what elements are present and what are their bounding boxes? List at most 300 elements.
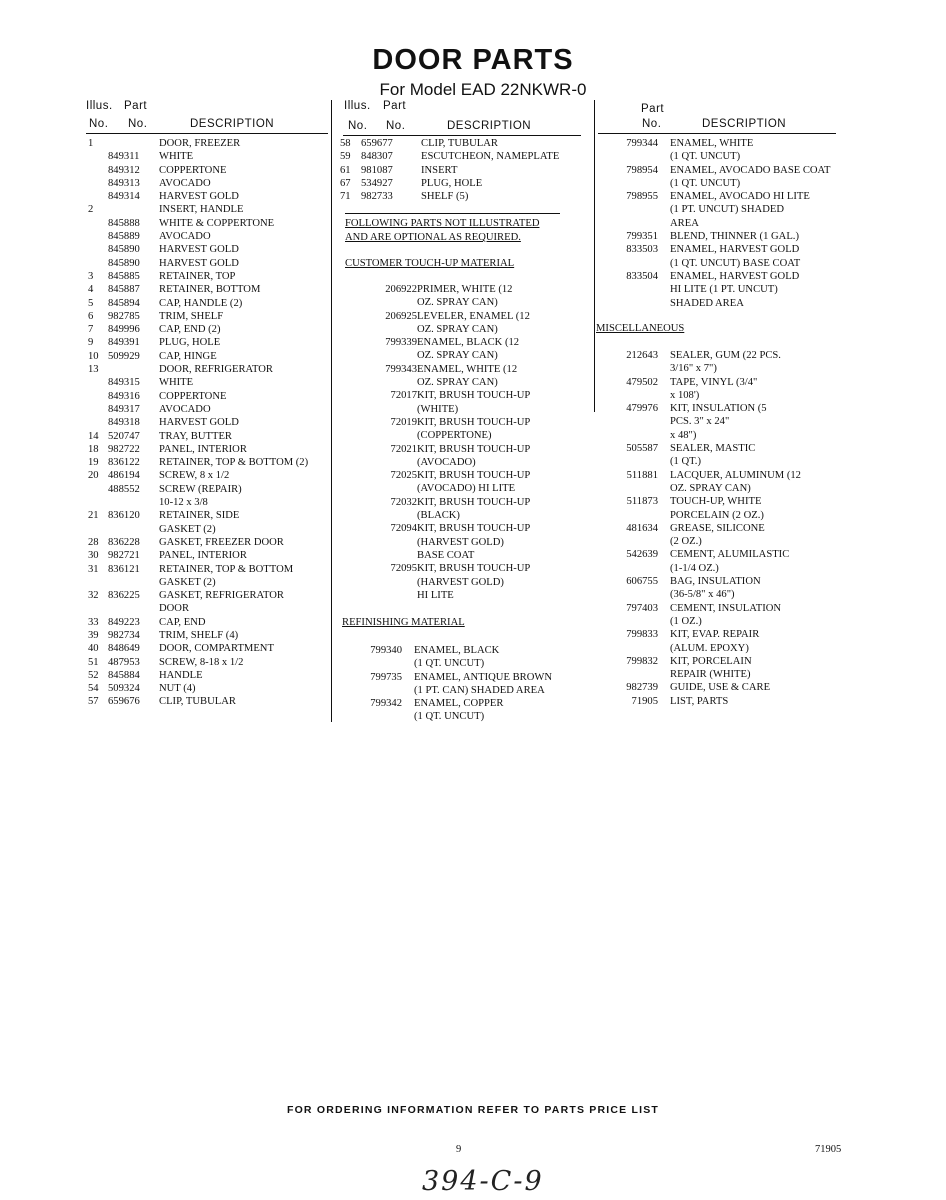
part-no: 849313 (108, 177, 140, 189)
description: CAP, HANDLE (2) (159, 297, 243, 309)
list-item (598, 509, 858, 522)
part-no: 659677 (361, 138, 393, 149)
part-no: 982739 (626, 682, 658, 694)
description: (1 QT. UNCUT) (670, 151, 741, 163)
list-item (344, 389, 589, 402)
description: HANDLE (159, 669, 203, 681)
illus-no: 57 (88, 696, 99, 708)
list-item (598, 522, 858, 535)
description: HI LITE (1 PT. UNCUT) (670, 284, 778, 296)
description: ENAMEL, BLACK (12 (417, 337, 520, 349)
description: WHITE (159, 151, 194, 163)
list-item (344, 443, 589, 456)
touchup-section-title: CUSTOMER TOUCH-UP MATERIAL (345, 258, 515, 269)
part-no: 606755 (626, 576, 658, 588)
description: (1 QT. UNCUT) (670, 177, 741, 189)
list-item (86, 416, 331, 429)
list-item (598, 628, 858, 641)
description: (BLACK) (417, 510, 460, 522)
list-item (86, 496, 331, 509)
description: KIT, INSULATION (5 (670, 403, 767, 415)
description: SCREW (REPAIR) (159, 483, 242, 495)
list-item (598, 283, 858, 296)
part-no: 486194 (108, 470, 140, 482)
illus-no: 2 (88, 204, 94, 216)
list-item (344, 644, 589, 657)
description: ENAMEL, ANTIQUE BROWN (414, 671, 552, 683)
description: (1 QT. UNCUT) BASE COAT (670, 257, 801, 269)
part-no: 833503 (626, 244, 658, 256)
list-item (598, 602, 858, 615)
description: RETAINER, TOP & BOTTOM (2) (159, 457, 309, 469)
part-no: 659676 (108, 696, 140, 708)
part-no: 982722 (108, 443, 140, 455)
part-no: 845884 (108, 669, 140, 681)
parts-list-col2 (340, 137, 589, 203)
list-item (86, 283, 331, 296)
header-rule (343, 135, 581, 136)
part-no: 836228 (108, 536, 140, 548)
description: HARVEST GOLD (159, 257, 239, 269)
description: KIT, PORCELAIN (670, 655, 752, 667)
part-no: 72021 (390, 443, 417, 455)
refinishing-list (344, 644, 589, 724)
part-no: 849317 (108, 403, 140, 415)
description: AVOCADO (159, 231, 211, 243)
illus-no: 9 (88, 337, 94, 349)
part-no: 206925 (385, 310, 417, 322)
list-item (344, 697, 589, 710)
illus-no: 30 (88, 550, 99, 562)
list-item (598, 376, 858, 389)
part-no: 206922 (385, 284, 417, 295)
description: ENAMEL, HARVEST GOLD (670, 270, 800, 282)
description: (1 PT. CAN) SHADED AREA (414, 684, 545, 696)
description: INSERT, HANDLE (159, 204, 244, 216)
part-no: 848307 (361, 151, 393, 163)
part-no: 799342 (370, 698, 402, 710)
description: CAP, HINGE (159, 350, 217, 362)
list-item (598, 270, 858, 283)
description: (1 QT. UNCUT) (414, 711, 485, 723)
description: INSERT (421, 164, 458, 176)
description: (HARVEST GOLD) (417, 536, 504, 548)
description: (WHITE) (417, 403, 459, 415)
description: PANEL, INTERIOR (159, 550, 247, 562)
list-item (86, 602, 331, 615)
misc-section-title: MISCELLANEOUS (596, 323, 685, 334)
part-no: 845889 (108, 231, 140, 243)
part-no: 849391 (108, 337, 140, 349)
list-item (340, 137, 589, 150)
description: HARVEST GOLD (159, 417, 239, 429)
description: CLIP, TUBULAR (159, 696, 236, 708)
list-item (86, 483, 331, 496)
description: SHELF (5) (421, 191, 469, 203)
part-no: 798955 (626, 191, 658, 203)
description: DOOR, COMPARTMENT (159, 643, 274, 655)
illus-no: 32 (88, 590, 99, 602)
header-rule (86, 133, 328, 134)
illus-no: 33 (88, 616, 99, 628)
page-number: 9 (456, 1144, 462, 1155)
description: (COPPERTONE) (417, 430, 492, 442)
description: BASE COAT (417, 549, 475, 561)
description: x 108') (670, 389, 700, 401)
description: LACQUER, ALUMINUM (12 (670, 469, 801, 481)
part-no: 797403 (626, 602, 658, 614)
list-item (86, 336, 331, 349)
description: (1-1/4 OZ.) (670, 562, 719, 574)
description: CAP, END (159, 616, 206, 628)
list-item (598, 190, 858, 203)
part-no: 799343 (385, 363, 417, 375)
list-item (344, 576, 589, 589)
description: (36-5/8" x 46") (670, 589, 735, 601)
model-subtitle: For Model EAD 22NKWR-0 (379, 80, 587, 99)
list-item (344, 296, 589, 309)
list-item (344, 671, 589, 684)
list-item (598, 217, 858, 230)
list-item (344, 562, 589, 575)
part-no: 72017 (390, 390, 417, 402)
list-item (598, 482, 858, 495)
illus-no: 3 (88, 270, 94, 282)
description: RETAINER, BOTTOM (159, 284, 261, 296)
part-no: 849315 (108, 377, 140, 389)
part-no: 799344 (626, 138, 658, 149)
description: AVOCADO (159, 177, 211, 189)
description: ENAMEL, AVOCADO HI LITE (670, 191, 810, 203)
list-item (344, 549, 589, 562)
list-item (344, 416, 589, 429)
list-item (86, 669, 331, 682)
part-no: 799832 (626, 655, 658, 667)
description: RETAINER, TOP & BOTTOM (159, 563, 294, 575)
description: OZ. SPRAY CAN) (670, 482, 751, 494)
part-no: 982785 (108, 310, 140, 322)
list-item (86, 536, 331, 549)
list-item (598, 257, 858, 270)
description: HI LITE (417, 589, 454, 601)
no-header: No. (386, 120, 406, 132)
description: (AVOCADO) HI LITE (417, 483, 516, 495)
list-item (86, 695, 331, 708)
list-item (344, 429, 589, 442)
part-no: 982733 (361, 191, 393, 203)
list-item (598, 230, 858, 243)
list-item (598, 177, 858, 190)
part-no: 488552 (108, 483, 140, 495)
part-no: 511881 (626, 469, 658, 481)
list-item (598, 575, 858, 588)
description: PORCELAIN (2 OZ.) (670, 509, 764, 521)
description: TRAY, BUTTER (159, 430, 232, 442)
description: (ALUM. EPOXY) (670, 642, 749, 654)
illus-no: 19 (88, 457, 99, 469)
part-no: 845887 (108, 284, 140, 296)
part-no: 798954 (626, 164, 658, 176)
description: (2 OZ.) (670, 536, 702, 548)
part-no: 845890 (108, 244, 140, 256)
list-item (86, 164, 331, 177)
description: 3/16" x 7") (670, 363, 717, 375)
description: OZ. SPRAY CAN) (417, 323, 498, 335)
description: ENAMEL, BLACK (414, 645, 500, 656)
description: SEALER, GUM (22 PCS. (670, 350, 781, 361)
part-no: 212643 (626, 350, 658, 361)
note-line-2: AND ARE OPTIONAL AS REQUIRED. (345, 232, 521, 243)
refinishing-section-title: REFINISHING MATERIAL (342, 617, 465, 628)
part-no: 849318 (108, 417, 140, 429)
part-no: 542639 (626, 549, 658, 561)
handwritten-note: 394-C-9 (422, 1166, 544, 1197)
list-item (598, 349, 858, 362)
illus-no: 6 (88, 310, 94, 322)
illus-no: 67 (340, 177, 351, 189)
list-item (344, 376, 589, 389)
list-item (598, 429, 858, 442)
list-item (598, 535, 858, 548)
description: CEMENT, ALUMILASTIC (670, 549, 790, 561)
list-item (344, 536, 589, 549)
illus-no: 7 (88, 324, 94, 336)
list-item (344, 283, 589, 296)
list-item (344, 509, 589, 522)
illus-no: 52 (88, 669, 99, 681)
list-item (344, 522, 589, 535)
list-item (86, 443, 331, 456)
list-item (86, 297, 331, 310)
part-no: 487953 (108, 656, 140, 668)
no-header: No. (642, 118, 662, 130)
illus-no: 4 (88, 284, 94, 296)
description: SEALER, MASTIC (670, 443, 756, 455)
description: DOOR (159, 603, 190, 615)
no-header: No. (348, 120, 368, 132)
part-no: 71905 (631, 695, 658, 707)
description: SHADED AREA (670, 297, 744, 309)
list-item (344, 323, 589, 336)
description: (AVOCADO) (417, 456, 476, 468)
description: ENAMEL, WHITE (670, 138, 754, 149)
description: HARVEST GOLD (159, 244, 239, 256)
list-item (598, 695, 858, 708)
description-header: DESCRIPTION (447, 120, 532, 132)
illus-no: 13 (88, 364, 99, 376)
illus-no: 20 (88, 470, 99, 482)
list-item (340, 150, 589, 163)
part-no: 72094 (390, 523, 417, 535)
illus-no: 59 (340, 151, 351, 163)
part-no: 505587 (626, 443, 658, 455)
description: TRIM, SHELF (159, 310, 224, 322)
list-item (598, 150, 858, 163)
illus-no: 5 (88, 297, 94, 309)
description: KIT, BRUSH TOUCH-UP (417, 523, 531, 535)
list-item (344, 657, 589, 670)
touchup-list (344, 283, 589, 602)
list-item (86, 523, 331, 536)
description: TAPE, VINYL (3/4" (670, 376, 758, 388)
list-item (86, 563, 331, 576)
description-header: DESCRIPTION (190, 118, 275, 130)
description: KIT, BRUSH TOUCH-UP (417, 443, 531, 455)
description: CAP, END (2) (159, 324, 221, 336)
list-item (598, 402, 858, 415)
list-item (598, 655, 858, 668)
description: GREASE, SILICONE (670, 522, 765, 534)
description: COPPERTONE (159, 390, 227, 402)
part-no: 799351 (626, 231, 658, 243)
description: GASKET (2) (159, 576, 216, 588)
description: CEMENT, INSULATION (670, 602, 782, 614)
part-no: 833504 (626, 270, 658, 282)
description-header: DESCRIPTION (702, 118, 787, 130)
list-item (344, 589, 589, 602)
description: KIT, BRUSH TOUCH-UP (417, 416, 531, 428)
part-no: 849314 (108, 191, 140, 203)
part-no: 849311 (108, 151, 140, 163)
part-no: 479976 (626, 403, 658, 415)
description: GASKET, FREEZER DOOR (159, 536, 284, 548)
part-no: 845890 (108, 257, 140, 269)
part-no: 849312 (108, 164, 140, 176)
description: PANEL, INTERIOR (159, 443, 247, 455)
list-item (344, 456, 589, 469)
description: (1 QT. UNCUT) (414, 658, 485, 670)
description: (1 QT.) (670, 456, 701, 468)
description: OZ. SPRAY CAN) (417, 377, 498, 389)
column-divider (594, 100, 595, 412)
description: HARVEST GOLD (159, 191, 239, 203)
list-item (86, 589, 331, 602)
part-no: 849223 (108, 616, 140, 628)
parts-list-col3 (598, 137, 858, 310)
list-item (86, 509, 331, 522)
illus-no: 61 (340, 164, 351, 176)
description: TOUCH-UP, WHITE (670, 496, 762, 508)
description: ENAMEL, AVOCADO BASE COAT (670, 164, 831, 176)
list-item (86, 230, 331, 243)
list-item (598, 389, 858, 402)
description: DOOR, REFRIGERATOR (159, 364, 273, 376)
list-item (598, 362, 858, 375)
list-item (598, 164, 858, 177)
part-no: 799735 (370, 671, 402, 683)
list-item (344, 349, 589, 362)
part-no: 836122 (108, 457, 140, 469)
no-header: No. (128, 118, 148, 130)
description: CLIP, TUBULAR (421, 138, 498, 149)
description: (1 OZ.) (670, 615, 702, 627)
part-no: 799340 (370, 645, 402, 656)
note-rule (345, 213, 560, 214)
list-item (86, 576, 331, 589)
list-item (344, 482, 589, 495)
list-item (598, 588, 858, 601)
part-no: 479502 (626, 376, 658, 388)
list-item (598, 297, 858, 310)
description: KIT, BRUSH TOUCH-UP (417, 390, 531, 402)
part-no: 72025 (390, 470, 417, 482)
illus-no: 71 (340, 191, 351, 203)
description: RETAINER, TOP (159, 270, 236, 282)
list-item (86, 549, 331, 562)
list-item (86, 430, 331, 443)
list-item (86, 177, 331, 190)
description: PLUG, HOLE (159, 337, 221, 349)
illus-no: 51 (88, 656, 99, 668)
description: PLUG, HOLE (421, 177, 483, 189)
description: AREA (670, 217, 699, 229)
description: PRIMER, WHITE (12 (417, 284, 513, 295)
description: BAG, INSULATION (670, 576, 761, 588)
list-item (86, 243, 331, 256)
illus-no: 1 (88, 138, 94, 149)
part-no: 481634 (626, 522, 658, 534)
part-no: 836121 (108, 563, 140, 575)
part-no: 72032 (390, 496, 417, 508)
list-item (340, 177, 589, 190)
list-item (598, 442, 858, 455)
list-item (86, 656, 331, 669)
list-item (598, 562, 858, 575)
list-item (86, 403, 331, 416)
list-item (344, 496, 589, 509)
misc-list (598, 349, 858, 708)
part-no: 845888 (108, 217, 140, 229)
description: LIST, PARTS (670, 695, 729, 707)
header-rule (598, 133, 836, 134)
list-item (86, 629, 331, 642)
part-no: 836225 (108, 590, 140, 602)
list-item (340, 190, 589, 203)
list-item (86, 363, 331, 376)
list-item (86, 642, 331, 655)
description: KIT, EVAP. REPAIR (670, 629, 760, 641)
description: GASKET (2) (159, 523, 216, 535)
description: LEVELER, ENAMEL (12 (417, 310, 530, 322)
description: (1 PT. UNCUT) SHADED (670, 204, 784, 216)
ordering-note: FOR ORDERING INFORMATION REFER TO PARTS PRICE LIST (286, 1104, 660, 1116)
description: ESCUTCHEON, NAMEPLATE (421, 151, 560, 163)
illus-no: 58 (340, 138, 351, 149)
part-no: 509929 (108, 350, 140, 362)
description: SCREW, 8-18 x 1/2 (159, 656, 244, 668)
part-no: 982734 (108, 629, 140, 641)
part-no: 509324 (108, 683, 140, 695)
list-item (86, 270, 331, 283)
description: GASKET, REFRIGERATOR (159, 590, 284, 602)
illus-no: 28 (88, 536, 99, 548)
list-item (344, 469, 589, 482)
page-title: DOOR PARTS (372, 44, 574, 76)
list-item (598, 495, 858, 508)
no-header: No. (89, 118, 109, 130)
part-no: 836120 (108, 510, 140, 522)
illus-no: 10 (88, 350, 99, 362)
part-header: Part (383, 100, 407, 112)
list-item (598, 615, 858, 628)
list-item (86, 469, 331, 482)
description: SCREW, 8 x 1/2 (159, 470, 230, 482)
description: 10-12 x 3/8 (159, 497, 208, 509)
list-item (86, 616, 331, 629)
description: (HARVEST GOLD) (417, 576, 504, 588)
description: COPPERTONE (159, 164, 227, 176)
list-item (86, 456, 331, 469)
